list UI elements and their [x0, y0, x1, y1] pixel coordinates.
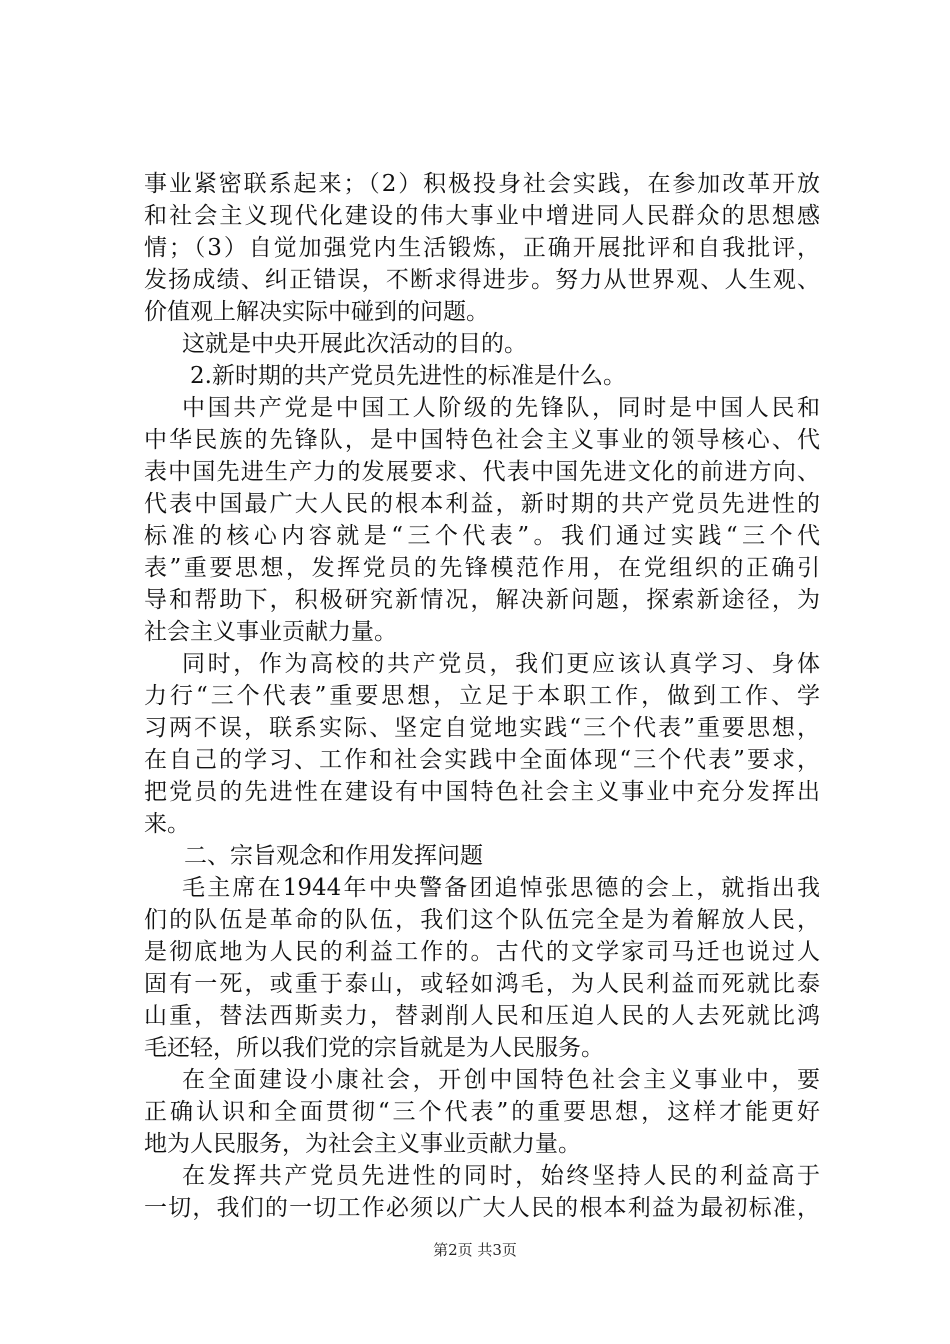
body-text-line: 发扬成绩、纠正错误，不断求得进步。努力从世界观、人生观、	[144, 267, 820, 293]
body-text-line: 同时，作为高校的共产党员，我们更应该认真学习、身体	[182, 651, 820, 677]
body-text-line: 是彻底地为人民的利益工作的。古代的文学家司马迁也说过人	[144, 939, 820, 965]
body-text-line: 中华民族的先锋队，是中国特色社会主义事业的领导核心、代	[144, 427, 820, 453]
body-text-line: 地为人民服务，为社会主义事业贡献力量。	[144, 1131, 581, 1157]
body-text-line: 导和帮助下，积极研究新情况，解决新问题，探索新途径，为	[144, 587, 820, 613]
body-text-line: 在自己的学习、工作和社会实践中全面体现“三个代表”要求，	[144, 747, 820, 773]
body-text-line: 这就是中央开展此次活动的目的。	[182, 331, 527, 357]
body-text-line: 表”重要思想，发挥党员的先锋模范作用，在党组织的正确引	[144, 555, 820, 581]
body-text-line: 毛主席在1944年中央警备团追悼张思德的会上，就指出我	[182, 875, 820, 901]
body-text-line: 在全面建设小康社会，开创中国特色社会主义事业中，要	[182, 1067, 820, 1093]
body-text-line: 代表中国最广大人民的根本利益，新时期的共产党员先进性的	[144, 491, 820, 517]
body-text-line: 和社会主义现代化建设的伟大事业中增进同人民群众的思想感	[144, 203, 820, 229]
section-heading: 二、宗旨观念和作用发挥问题	[184, 843, 483, 869]
body-text-line: 习两不误，联系实际、坚定自觉地实践“三个代表”重要思想，	[144, 715, 820, 741]
body-text-line: 固有一死，或重于泰山，或轻如鸿毛，为人民利益而死就比泰	[144, 971, 820, 997]
body-text-line: 标准的核心内容就是“三个代表”。我们通过实践“三个代	[144, 523, 820, 549]
body-text-line: 价值观上解决实际中碰到的问题。	[144, 299, 489, 325]
body-text-line: 事业紧密联系起来；（2）积极投身社会实践，在参加改革开放	[144, 171, 820, 197]
document-body	[144, 168, 820, 1224]
body-text-line: 正确认识和全面贯彻“三个代表”的重要思想，这样才能更好	[144, 1099, 820, 1125]
page-number-footer: 第2页 共3页	[433, 1241, 517, 1259]
body-text-line: 中国共产党是中国工人阶级的先锋队，同时是中国人民和	[182, 395, 820, 421]
body-text-line: 力行“三个代表”重要思想，立足于本职工作，做到工作、学	[144, 683, 820, 709]
body-text-line: 们的队伍是革命的队伍，我们这个队伍完全是为着解放人民，	[144, 907, 820, 933]
body-text-line: 山重，替法西斯卖力，替剥削人民和压迫人民的人去死就比鸿	[144, 1003, 820, 1029]
body-text-line: 情；（3）自觉加强党内生活锻炼，正确开展批评和自我批评，	[144, 235, 820, 261]
body-text-line: 来。	[144, 811, 190, 837]
body-text-line: 社会主义事业贡献力量。	[144, 619, 397, 645]
body-text-line: 在发挥共产党员先进性的同时，始终坚持人民的利益高于	[182, 1163, 820, 1189]
body-text-line: 把党员的先进性在建设有中国特色社会主义事业中充分发挥出	[144, 779, 820, 805]
section-subheading: 2.新时期的共产党员先进性的标准是什么。	[190, 363, 626, 389]
body-text-line: 毛还轻，所以我们党的宗旨就是为人民服务。	[144, 1035, 604, 1061]
body-text-line: 一切，我们的一切工作必须以广大人民的根本利益为最初标准，	[144, 1195, 820, 1221]
body-text-line: 表中国先进生产力的发展要求、代表中国先进文化的前进方向、	[144, 459, 820, 485]
